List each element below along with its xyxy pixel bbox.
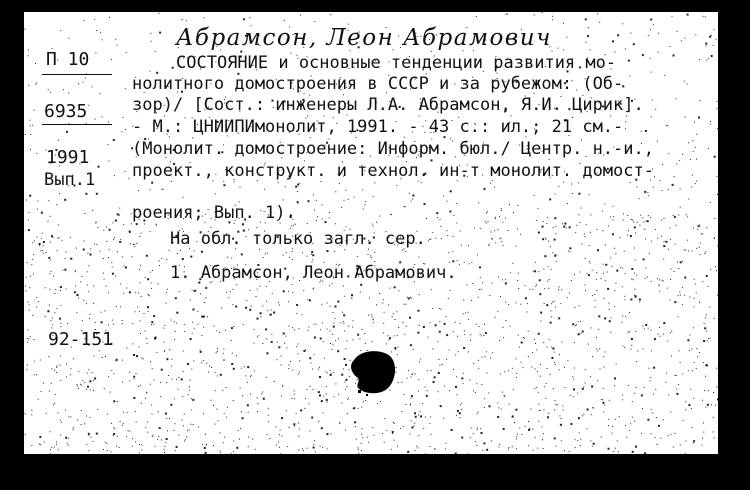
body-line-2: нолитного домостроения в СССР и за рубежом: (Об-	[132, 74, 624, 94]
scan-border-top	[0, 0, 750, 12]
scan-border-right	[718, 0, 750, 490]
scan-border-left	[0, 0, 24, 490]
publication-year: 1991	[46, 147, 90, 168]
handwritten-heading: Абрамсон, Леон Абрамович	[176, 25, 552, 51]
call-number-underline	[42, 74, 112, 75]
scan-border-bottom	[0, 454, 750, 490]
issue-number: Вып.1	[44, 170, 96, 190]
series-note: На обл. только загл. сер.	[170, 229, 426, 249]
body-line-6: проект., конструкт. и технол. ин-т монолит. домост-	[132, 161, 654, 181]
call-number: П 10	[46, 49, 90, 70]
accession-code: 92-151	[48, 329, 114, 350]
body-line-4: - М.: ЦНИИПИмонолит, 1991. - 43 с.: ил.; 21 см.-	[132, 117, 624, 137]
tracing-entry: 1. Абрамсон, Леон Абрамович.	[170, 263, 457, 283]
body-line-1: СОСТОЯНИЕ и основные тенденции развития мо-	[176, 53, 617, 73]
body-line-7: роения; Вып. 1).	[132, 203, 296, 223]
body-line-5: (Монолит. домостроение: Информ. бюл./ Центр. н.-и.,	[132, 139, 654, 159]
ink-blot	[344, 348, 400, 398]
catalog-card	[24, 12, 718, 454]
inventory-number: 6935	[44, 101, 88, 122]
inventory-number-underline	[42, 124, 112, 125]
body-line-3: зор)/ [Сост.: инженеры Л.А. Абрамсон, Я.И. Цирик].	[132, 95, 644, 115]
